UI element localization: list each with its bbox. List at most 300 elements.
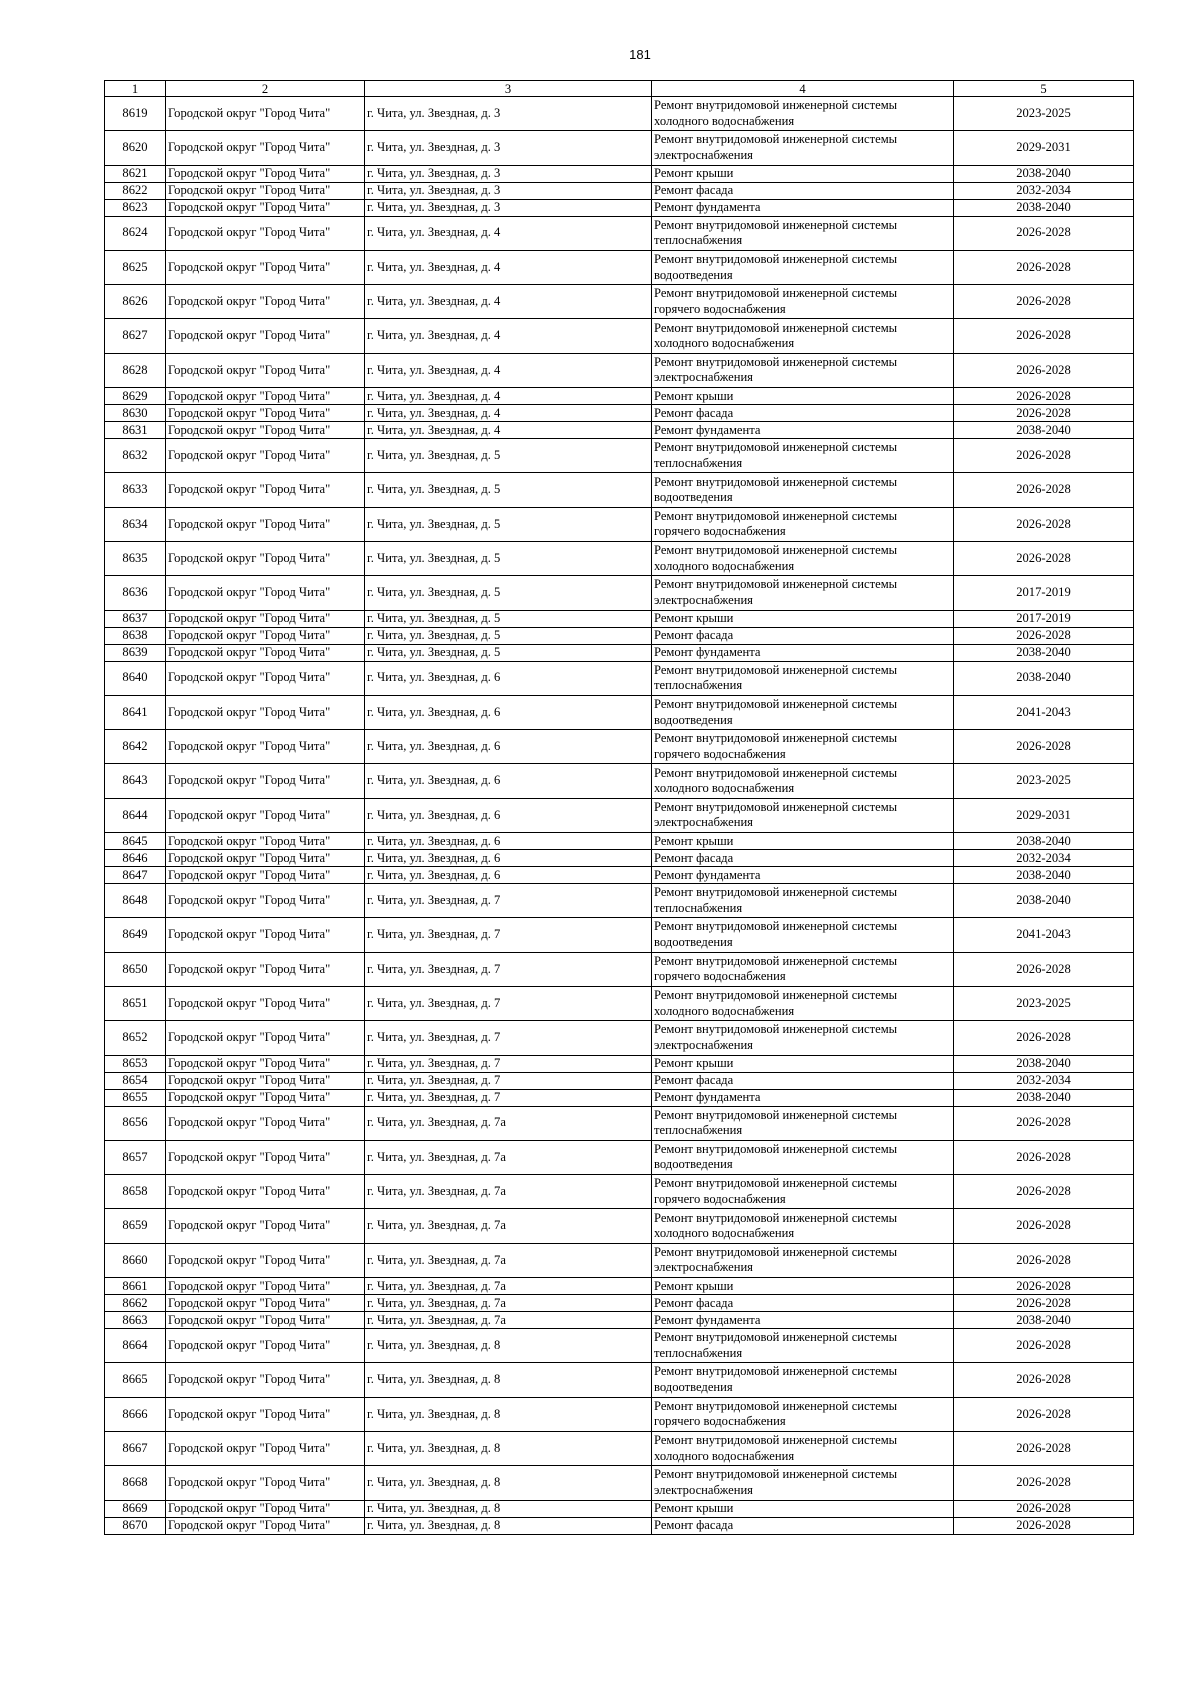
municipality-cell: Городской округ "Город Чита"	[166, 1209, 365, 1243]
address-cell: г. Чита, ул. Звездная, д. 4	[365, 319, 652, 353]
work-type-cell	[652, 473, 954, 507]
years-cell: 2026-2028	[954, 285, 1134, 319]
row-number: 8645	[105, 833, 166, 850]
work-type-line: Ремонт внутридомовой инженерной системы	[654, 1022, 898, 1037]
work-type-line: Ремонт крыши	[654, 1501, 734, 1515]
address-cell: г. Чита, ул. Звездная, д. 8	[365, 1466, 652, 1500]
work-type-cell	[652, 165, 954, 182]
municipality-cell: Городской округ "Город Чита"	[166, 1140, 365, 1174]
address-cell: г. Чита, ул. Звездная, д. 6	[365, 867, 652, 884]
work-type-line: Ремонт крыши	[654, 388, 734, 403]
work-type-cell	[652, 850, 954, 867]
work-type-line: Ремонт внутридомовой инженерной системы	[654, 1210, 898, 1225]
municipality-cell: Городской округ "Город Чита"	[166, 695, 365, 729]
row-number: 8670	[105, 1517, 166, 1534]
years-cell: 2026-2028	[954, 439, 1134, 473]
table-row	[105, 422, 1134, 439]
table-row	[105, 1209, 1134, 1243]
row-number: 8668	[105, 1466, 166, 1500]
municipality-cell: Городской округ "Город Чита"	[166, 165, 365, 182]
years-cell: 2026-2028	[954, 1106, 1134, 1140]
address-cell: г. Чита, ул. Звездная, д. 3	[365, 199, 652, 216]
municipality-cell: Городской округ "Город Чита"	[166, 1175, 365, 1209]
table-row	[105, 1500, 1134, 1517]
address-cell: г. Чита, ул. Звездная, д. 7а	[365, 1106, 652, 1140]
work-type-line: электроснабжения	[654, 147, 753, 162]
work-type-line: Ремонт крыши	[654, 833, 734, 848]
row-number: 8625	[105, 250, 166, 284]
work-type-line: Ремонт фасада	[654, 1073, 734, 1088]
address-cell: г. Чита, ул. Звездная, д. 5	[365, 541, 652, 575]
years-cell: 2038-2040	[954, 644, 1134, 661]
address-cell: г. Чита, ул. Звездная, д. 5	[365, 507, 652, 541]
municipality-cell: Городской округ "Город Чита"	[166, 627, 365, 644]
row-number: 8667	[105, 1431, 166, 1465]
table-row	[105, 1397, 1134, 1431]
row-number: 8649	[105, 918, 166, 952]
municipality-cell: Городской округ "Город Чита"	[166, 1072, 365, 1089]
work-type-cell	[652, 1055, 954, 1072]
address-cell: г. Чита, ул. Звездная, д. 6	[365, 850, 652, 867]
table-row	[105, 1295, 1134, 1312]
table-row	[105, 1243, 1134, 1277]
work-type-line: Ремонт фундамента	[654, 422, 761, 437]
work-type-line: Ремонт внутридомовой инженерной системы	[654, 1244, 898, 1259]
work-type-line: Ремонт крыши	[654, 611, 734, 626]
years-cell: 2026-2028	[954, 1021, 1134, 1055]
municipality-cell: Городской округ "Город Чита"	[166, 1397, 365, 1431]
work-type-cell	[652, 319, 954, 353]
work-type-cell	[652, 439, 954, 473]
work-type-line: Ремонт фундамента	[654, 1312, 761, 1327]
years-cell: 2026-2028	[954, 405, 1134, 422]
table-row	[105, 695, 1134, 729]
municipality-cell: Городской округ "Город Чита"	[166, 1021, 365, 1055]
row-number: 8622	[105, 182, 166, 199]
work-type-cell	[652, 131, 954, 165]
municipality-cell: Городской округ "Город Чита"	[166, 833, 365, 850]
table-body	[105, 81, 1134, 1535]
address-cell: г. Чита, ул. Звездная, д. 8	[365, 1517, 652, 1534]
work-type-cell	[652, 1175, 954, 1209]
row-number: 8629	[105, 388, 166, 405]
years-cell: 2026-2028	[954, 541, 1134, 575]
row-number: 8624	[105, 216, 166, 250]
years-cell: 2038-2040	[954, 199, 1134, 216]
address-cell: г. Чита, ул. Звездная, д. 8	[365, 1363, 652, 1397]
table-row	[105, 285, 1134, 319]
table-row	[105, 1089, 1134, 1106]
work-type-line: Ремонт внутридомовой инженерной системы	[654, 662, 898, 677]
row-number: 8663	[105, 1312, 166, 1329]
row-number: 8658	[105, 1175, 166, 1209]
years-cell: 2041-2043	[954, 918, 1134, 952]
row-number: 8634	[105, 507, 166, 541]
address-cell: г. Чита, ул. Звездная, д. 7а	[365, 1175, 652, 1209]
years-cell: 2032-2034	[954, 182, 1134, 199]
work-type-line: Ремонт внутридомовой инженерной системы	[654, 252, 898, 267]
work-type-cell	[652, 661, 954, 695]
work-type-line: холодного водоснабжения	[654, 1003, 795, 1018]
row-number: 8626	[105, 285, 166, 319]
work-type-cell	[652, 97, 954, 131]
table-row	[105, 439, 1134, 473]
work-type-line: Ремонт фундамента	[654, 1090, 761, 1105]
table-row	[105, 1329, 1134, 1363]
municipality-cell: Городской округ "Город Чита"	[166, 1106, 365, 1140]
municipality-cell: Городской округ "Город Чита"	[166, 644, 365, 661]
years-cell: 2026-2028	[954, 507, 1134, 541]
table-row	[105, 576, 1134, 610]
work-type-line: водоотведения	[654, 490, 733, 505]
table-row	[105, 850, 1134, 867]
years-cell: 2026-2028	[954, 627, 1134, 644]
years-cell: 2026-2028	[954, 1209, 1134, 1243]
years-cell: 2023-2025	[954, 764, 1134, 798]
years-cell: 2026-2028	[954, 319, 1134, 353]
address-cell: г. Чита, ул. Звездная, д. 5	[365, 473, 652, 507]
work-type-line: водоотведения	[654, 934, 733, 949]
table-row	[105, 507, 1134, 541]
table-row	[105, 388, 1134, 405]
years-cell: 2023-2025	[954, 986, 1134, 1020]
address-cell: г. Чита, ул. Звездная, д. 3	[365, 182, 652, 199]
table-row	[105, 986, 1134, 1020]
address-cell: г. Чита, ул. Звездная, д. 6	[365, 798, 652, 832]
address-cell: г. Чита, ул. Звездная, д. 6	[365, 695, 652, 729]
work-type-line: теплоснабжения	[654, 1345, 743, 1360]
municipality-cell: Городской округ "Город Чита"	[166, 952, 365, 986]
address-cell: г. Чита, ул. Звездная, д. 8	[365, 1431, 652, 1465]
years-cell: 2026-2028	[954, 952, 1134, 986]
row-number: 8636	[105, 576, 166, 610]
row-number: 8665	[105, 1363, 166, 1397]
table-row	[105, 1140, 1134, 1174]
work-type-line: холодного водоснабжения	[654, 336, 795, 351]
address-cell: г. Чита, ул. Звездная, д. 7а	[365, 1140, 652, 1174]
work-type-line: Ремонт внутридомовой инженерной системы	[654, 98, 898, 113]
work-type-cell	[652, 918, 954, 952]
work-type-line: Ремонт внутридомовой инженерной системы	[654, 1141, 898, 1156]
municipality-cell: Городской округ "Город Чита"	[166, 131, 365, 165]
table-row	[105, 1021, 1134, 1055]
municipality-cell: Городской округ "Город Чита"	[166, 541, 365, 575]
row-number: 8628	[105, 353, 166, 387]
table-row	[105, 1278, 1134, 1295]
work-type-cell	[652, 1021, 954, 1055]
row-number: 8635	[105, 541, 166, 575]
table-row	[105, 1055, 1134, 1072]
work-type-cell	[652, 695, 954, 729]
work-type-line: теплоснабжения	[654, 233, 743, 248]
years-cell: 2026-2028	[954, 1363, 1134, 1397]
table-row	[105, 250, 1134, 284]
municipality-cell: Городской округ "Город Чита"	[166, 1500, 365, 1517]
table-row	[105, 1106, 1134, 1140]
row-number: 8651	[105, 986, 166, 1020]
work-type-line: Ремонт крыши	[654, 166, 734, 181]
municipality-cell: Городской округ "Город Чита"	[166, 182, 365, 199]
work-type-line: Ремонт внутридомовой инженерной системы	[654, 799, 898, 814]
years-cell: 2026-2028	[954, 1329, 1134, 1363]
work-type-line: холодного водоснабжения	[654, 1226, 795, 1241]
table-row	[105, 473, 1134, 507]
table-row	[105, 216, 1134, 250]
work-type-line: электроснабжения	[654, 592, 753, 607]
municipality-cell: Городской округ "Город Чита"	[166, 285, 365, 319]
work-type-cell	[652, 216, 954, 250]
table-row	[105, 1312, 1134, 1329]
work-type-line: Ремонт внутридомовой инженерной системы	[654, 508, 898, 523]
work-type-line: водоотведения	[654, 712, 733, 727]
work-type-line: водоотведения	[654, 1157, 733, 1172]
work-type-cell	[652, 610, 954, 627]
table-row	[105, 627, 1134, 644]
row-number: 8654	[105, 1072, 166, 1089]
address-cell: г. Чита, ул. Звездная, д. 5	[365, 439, 652, 473]
row-number: 8643	[105, 764, 166, 798]
table-row	[105, 833, 1134, 850]
work-type-line: теплоснабжения	[654, 1123, 743, 1138]
address-cell: г. Чита, ул. Звездная, д. 8	[365, 1397, 652, 1431]
municipality-cell: Городской округ "Город Чита"	[166, 405, 365, 422]
work-type-line: Ремонт фасада	[654, 1518, 734, 1532]
years-cell: 2038-2040	[954, 884, 1134, 918]
work-type-cell	[652, 199, 954, 216]
municipality-cell: Городской округ "Город Чита"	[166, 986, 365, 1020]
work-type-cell	[652, 1431, 954, 1465]
work-type-cell	[652, 1278, 954, 1295]
years-cell: 2026-2028	[954, 1278, 1134, 1295]
repair-schedule-table	[104, 80, 1134, 1535]
table-row	[105, 319, 1134, 353]
municipality-cell: Городской округ "Город Чита"	[166, 1089, 365, 1106]
work-type-cell	[652, 764, 954, 798]
municipality-cell: Городской округ "Город Чита"	[166, 422, 365, 439]
work-type-cell	[652, 507, 954, 541]
column-number: 3	[365, 81, 652, 97]
address-cell: г. Чита, ул. Звездная, д. 4	[365, 388, 652, 405]
table-row	[105, 918, 1134, 952]
address-cell: г. Чита, ул. Звездная, д. 7а	[365, 1243, 652, 1277]
municipality-cell: Городской округ "Город Чита"	[166, 1243, 365, 1277]
row-number: 8644	[105, 798, 166, 832]
work-type-line: Ремонт внутридомовой инженерной системы	[654, 1364, 898, 1379]
table-row	[105, 165, 1134, 182]
address-cell: г. Чита, ул. Звездная, д. 3	[365, 97, 652, 131]
work-type-line: Ремонт внутридомовой инженерной системы	[654, 731, 898, 746]
years-cell: 2038-2040	[954, 1312, 1134, 1329]
page-number: 181	[629, 47, 651, 62]
work-type-line: Ремонт внутридомовой инженерной системы	[654, 132, 898, 147]
work-type-cell	[652, 182, 954, 199]
row-number: 8642	[105, 730, 166, 764]
table-row	[105, 1517, 1134, 1534]
municipality-cell: Городской округ "Город Чита"	[166, 1312, 365, 1329]
address-cell: г. Чита, ул. Звездная, д. 4	[365, 250, 652, 284]
municipality-cell: Городской округ "Город Чита"	[166, 610, 365, 627]
municipality-cell: Городской округ "Город Чита"	[166, 850, 365, 867]
municipality-cell: Городской округ "Город Чита"	[166, 1517, 365, 1534]
municipality-cell: Городской округ "Город Чита"	[166, 1295, 365, 1312]
row-number: 8623	[105, 199, 166, 216]
work-type-cell	[652, 353, 954, 387]
row-number: 8659	[105, 1209, 166, 1243]
table-row	[105, 97, 1134, 131]
address-cell: г. Чита, ул. Звездная, д. 7	[365, 1089, 652, 1106]
address-cell: г. Чита, ул. Звездная, д. 7	[365, 986, 652, 1020]
row-number: 8647	[105, 867, 166, 884]
years-cell: 2038-2040	[954, 1089, 1134, 1106]
work-type-cell	[652, 1397, 954, 1431]
row-number: 8660	[105, 1243, 166, 1277]
years-cell: 2026-2028	[954, 730, 1134, 764]
years-cell: 2038-2040	[954, 661, 1134, 695]
work-type-line: Ремонт внутридомовой инженерной системы	[654, 1107, 898, 1122]
municipality-cell: Городской округ "Город Чита"	[166, 918, 365, 952]
years-cell: 2026-2028	[954, 1466, 1134, 1500]
address-cell: г. Чита, ул. Звездная, д. 7	[365, 1072, 652, 1089]
work-type-line: теплоснабжения	[654, 455, 743, 470]
work-type-line: горячего водоснабжения	[654, 1191, 786, 1206]
work-type-line: Ремонт внутридомовой инженерной системы	[654, 543, 898, 558]
work-type-cell	[652, 1243, 954, 1277]
work-type-line: электроснабжения	[654, 370, 753, 385]
row-number: 8631	[105, 422, 166, 439]
address-cell: г. Чита, ул. Звездная, д. 5	[365, 610, 652, 627]
municipality-cell: Городской округ "Город Чита"	[166, 353, 365, 387]
address-cell: г. Чита, ул. Звездная, д. 8	[365, 1500, 652, 1517]
years-cell: 2026-2028	[954, 388, 1134, 405]
row-number: 8621	[105, 165, 166, 182]
municipality-cell: Городской округ "Город Чита"	[166, 764, 365, 798]
municipality-cell: Городской округ "Город Чита"	[166, 1055, 365, 1072]
municipality-cell: Городской округ "Город Чита"	[166, 439, 365, 473]
column-number: 5	[954, 81, 1134, 97]
municipality-cell: Городской округ "Город Чита"	[166, 730, 365, 764]
work-type-line: Ремонт внутридомовой инженерной системы	[654, 577, 898, 592]
work-type-cell	[652, 644, 954, 661]
address-cell: г. Чита, ул. Звездная, д. 7а	[365, 1278, 652, 1295]
work-type-line: горячего водоснабжения	[654, 301, 786, 316]
row-number: 8639	[105, 644, 166, 661]
table-row	[105, 610, 1134, 627]
work-type-cell	[652, 405, 954, 422]
row-number: 8664	[105, 1329, 166, 1363]
address-cell: г. Чита, ул. Звездная, д. 8	[365, 1329, 652, 1363]
row-number: 8640	[105, 661, 166, 695]
row-number: 8662	[105, 1295, 166, 1312]
address-cell: г. Чита, ул. Звездная, д. 4	[365, 353, 652, 387]
work-type-cell	[652, 1295, 954, 1312]
work-type-line: Ремонт внутридомовой инженерной системы	[654, 953, 898, 968]
row-number: 8650	[105, 952, 166, 986]
years-cell: 2026-2028	[954, 1295, 1134, 1312]
years-cell: 2017-2019	[954, 576, 1134, 610]
row-number: 8619	[105, 97, 166, 131]
work-type-cell	[652, 541, 954, 575]
table-row	[105, 884, 1134, 918]
municipality-cell: Городской округ "Город Чита"	[166, 507, 365, 541]
address-cell: г. Чита, ул. Звездная, д. 4	[365, 405, 652, 422]
work-type-cell	[652, 1209, 954, 1243]
work-type-line: Ремонт фасада	[654, 1295, 734, 1310]
address-cell: г. Чита, ул. Звездная, д. 3	[365, 165, 652, 182]
work-type-line: горячего водоснабжения	[654, 969, 786, 984]
work-type-cell	[652, 833, 954, 850]
table-row	[105, 1175, 1134, 1209]
table-row	[105, 182, 1134, 199]
column-number: 4	[652, 81, 954, 97]
work-type-line: Ремонт внутридомовой инженерной системы	[654, 1398, 898, 1413]
work-type-cell	[652, 1363, 954, 1397]
column-number-row	[105, 81, 1134, 97]
years-cell: 2038-2040	[954, 833, 1134, 850]
work-type-line: Ремонт крыши	[654, 1278, 734, 1293]
table-row	[105, 405, 1134, 422]
municipality-cell: Городской округ "Город Чита"	[166, 867, 365, 884]
address-cell: г. Чита, ул. Звездная, д. 6	[365, 661, 652, 695]
row-number: 8648	[105, 884, 166, 918]
address-cell: г. Чита, ул. Звездная, д. 5	[365, 576, 652, 610]
address-cell: г. Чита, ул. Звездная, д. 6	[365, 730, 652, 764]
municipality-cell: Городской округ "Город Чита"	[166, 199, 365, 216]
address-cell: г. Чита, ул. Звездная, д. 7	[365, 918, 652, 952]
years-cell: 2029-2031	[954, 131, 1134, 165]
years-cell: 2017-2019	[954, 610, 1134, 627]
row-number: 8661	[105, 1278, 166, 1295]
years-cell: 2038-2040	[954, 165, 1134, 182]
work-type-cell	[652, 627, 954, 644]
municipality-cell: Городской округ "Город Чита"	[166, 319, 365, 353]
work-type-cell	[652, 1089, 954, 1106]
work-type-cell	[652, 730, 954, 764]
work-type-line: холодного водоснабжения	[654, 1448, 795, 1463]
work-type-line: Ремонт фундамента	[654, 867, 761, 882]
work-type-cell	[652, 1500, 954, 1517]
work-type-line: Ремонт внутридомовой инженерной системы	[654, 217, 898, 232]
work-type-cell	[652, 422, 954, 439]
years-cell: 2023-2025	[954, 97, 1134, 131]
years-cell: 2026-2028	[954, 1500, 1134, 1517]
work-type-line: Ремонт внутридомовой инженерной системы	[654, 320, 898, 335]
work-type-line: Ремонт фасада	[654, 850, 734, 865]
municipality-cell: Городской округ "Город Чита"	[166, 250, 365, 284]
row-number: 8655	[105, 1089, 166, 1106]
municipality-cell: Городской округ "Город Чита"	[166, 1329, 365, 1363]
table-row	[105, 353, 1134, 387]
work-type-line: горячего водоснабжения	[654, 746, 786, 761]
address-cell: г. Чита, ул. Звездная, д. 7а	[365, 1209, 652, 1243]
years-cell: 2026-2028	[954, 1140, 1134, 1174]
table-row	[105, 1466, 1134, 1500]
municipality-cell: Городской округ "Город Чита"	[166, 388, 365, 405]
work-type-line: Ремонт внутридомовой инженерной системы	[654, 1433, 898, 1448]
work-type-cell	[652, 388, 954, 405]
column-number: 1	[105, 81, 166, 97]
years-cell: 2026-2028	[954, 473, 1134, 507]
table-row	[105, 1431, 1134, 1465]
years-cell: 2038-2040	[954, 867, 1134, 884]
municipality-cell: Городской округ "Город Чита"	[166, 1363, 365, 1397]
work-type-line: водоотведения	[654, 1379, 733, 1394]
table-row	[105, 764, 1134, 798]
years-cell: 2038-2040	[954, 1055, 1134, 1072]
work-type-line: Ремонт крыши	[654, 1056, 734, 1071]
table-row	[105, 661, 1134, 695]
municipality-cell: Городской округ "Город Чита"	[166, 97, 365, 131]
address-cell: г. Чита, ул. Звездная, д. 7а	[365, 1312, 652, 1329]
